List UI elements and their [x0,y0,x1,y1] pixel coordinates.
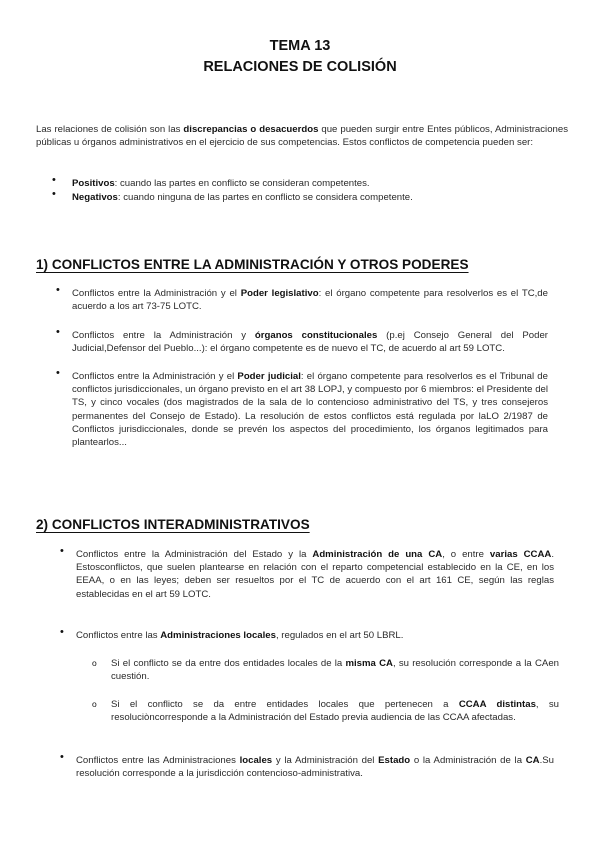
item-text-continued: : el órgano competente para resolverlos es el TC,de acuerdo a los art 73-75 LOTC. [72,288,548,313]
item-text-continued: : el órgano competente para resolverlos es el Tribunal de conflictos jurisdiccionales, un órgano previsto en el art 38 LOPJ, y compuesto por 6 miembros: el Presidente del TS, y cinco vocales (dos magistrados de la sala de lo contencioso administrativo del TS, y tres consejeros permanentes del Consejo de Estado). La resolución de estos conflictos está regulada por laLO 2/1987 de Conflictos jurisdiccionales, donde se prevén los aspectos del procedimiento, los órganos legitimados para plantearlos... [72,371,548,449]
item-emphasis: Administración de una CA [312,549,443,560]
item-text-continued: , su resolución corresponde a la CAen cuestión. [111,658,559,683]
item-emphasis: CA [525,755,540,766]
sub-bullet-icon: o [92,699,97,709]
bullet-icon: • [56,326,60,338]
section-1-item [72,287,548,313]
item-text: o la Administración de la [410,755,526,766]
section-2-item [76,754,554,780]
item-text: Conflictos entre las [76,630,161,641]
section-2-subitem [111,698,559,724]
bullet-icon: • [56,284,60,296]
sub-bullet-icon: o [92,658,97,668]
item-text: , o entre [442,549,490,560]
item-emphasis: locales [239,755,273,766]
item-text: Conflictos entre la Administración y el [72,371,238,382]
section-2-item [76,548,554,601]
type-label: Negativos [72,192,118,203]
item-text: y la Administración del [272,755,379,766]
item-text-continued: , regulados en el art 50 LBRL. [275,630,404,641]
item-text: Conflictos entre la Administración y el [72,288,241,299]
section-2-subitem [111,657,559,683]
item-text-continued: (p.ej Consejo General del Poder Judicial,Defensor del Pueblo...): el órgano competente es de nuevo el TC, de acuerdo al art 59 LOTC. [72,330,548,355]
item-emphasis: varias CCAA [489,549,552,560]
document-title: TEMA 13 [269,38,331,54]
intro-paragraph [36,123,568,149]
section-2-item [76,629,554,642]
bullet-icon: • [56,367,60,379]
item-text-continued: , su resoluciòncorresponde a la Administración del Estado previa audiencia de las CCAA afectadas. [111,699,559,724]
bullet-icon: • [60,545,64,557]
item-text: Conflictos entre la Administración del Estado y la [76,549,313,560]
section-1-item [72,329,548,355]
type-description: : cuando ninguna de las partes en conflicto se considera competente. [117,192,413,203]
bullet-icon: • [60,751,64,763]
type-label: Positivos [72,178,115,189]
item-text-continued: . Estosconflictos, que suelen plantearse en relación con el reparto competencial establecido en la CE, en los EEAA, o en las leyes; deben ser resueltos por el TC de acuerdo con el art 161 CE, según las reglas establecidas en el art 59 LOTC. [76,549,554,600]
type-negative [72,191,568,204]
item-emphasis: CCAA distintas [458,699,536,710]
section-2-heading: 2) CONFLICTOS INTERADMINISTRATIVOS [36,517,310,532]
section-1-heading: 1) CONFLICTOS ENTRE LA ADMINISTRACIÓN Y OTROS PODERES [36,257,469,272]
bullet-icon: • [52,188,56,200]
item-text-continued: .Su resolución corresponde a la jurisdicción contencioso-administrativa. [76,755,554,780]
type-description: : cuando las partes en conflicto se consideran competentes. [114,178,370,189]
intro-emphasis: discrepancias o desacuerdos [183,124,319,135]
item-text: Conflictos entre la Administración y [72,330,255,341]
intro-text: Las relaciones de colisión son las [36,124,184,135]
item-emphasis: Poder legislativo [240,288,319,299]
item-emphasis: Estado [378,755,411,766]
type-positive [72,177,568,190]
item-emphasis: Administraciones locales [160,630,276,641]
bullet-icon: • [52,174,56,186]
section-1-item [72,370,548,449]
item-text: Si el conflicto se da entre entidades locales que pertenecen a [111,699,459,710]
item-text: Conflictos entre las Administraciones [76,755,240,766]
item-emphasis: Poder judicial [237,371,301,382]
item-text: Si el conflicto se da entre dos entidades locales de la [111,658,346,669]
intro-text-continued: que pueden surgir entre Entes públicos, Administraciones públicas u órganos administrativos en el ejercicio de sus competencias. Estos conflictos de competencia pueden ser: [36,124,568,149]
item-emphasis: misma CA [345,658,393,669]
document-subtitle: RELACIONES DE COLISIÓN [203,59,397,75]
item-emphasis: órganos constitucionales [254,330,378,341]
bullet-icon: • [60,626,64,638]
